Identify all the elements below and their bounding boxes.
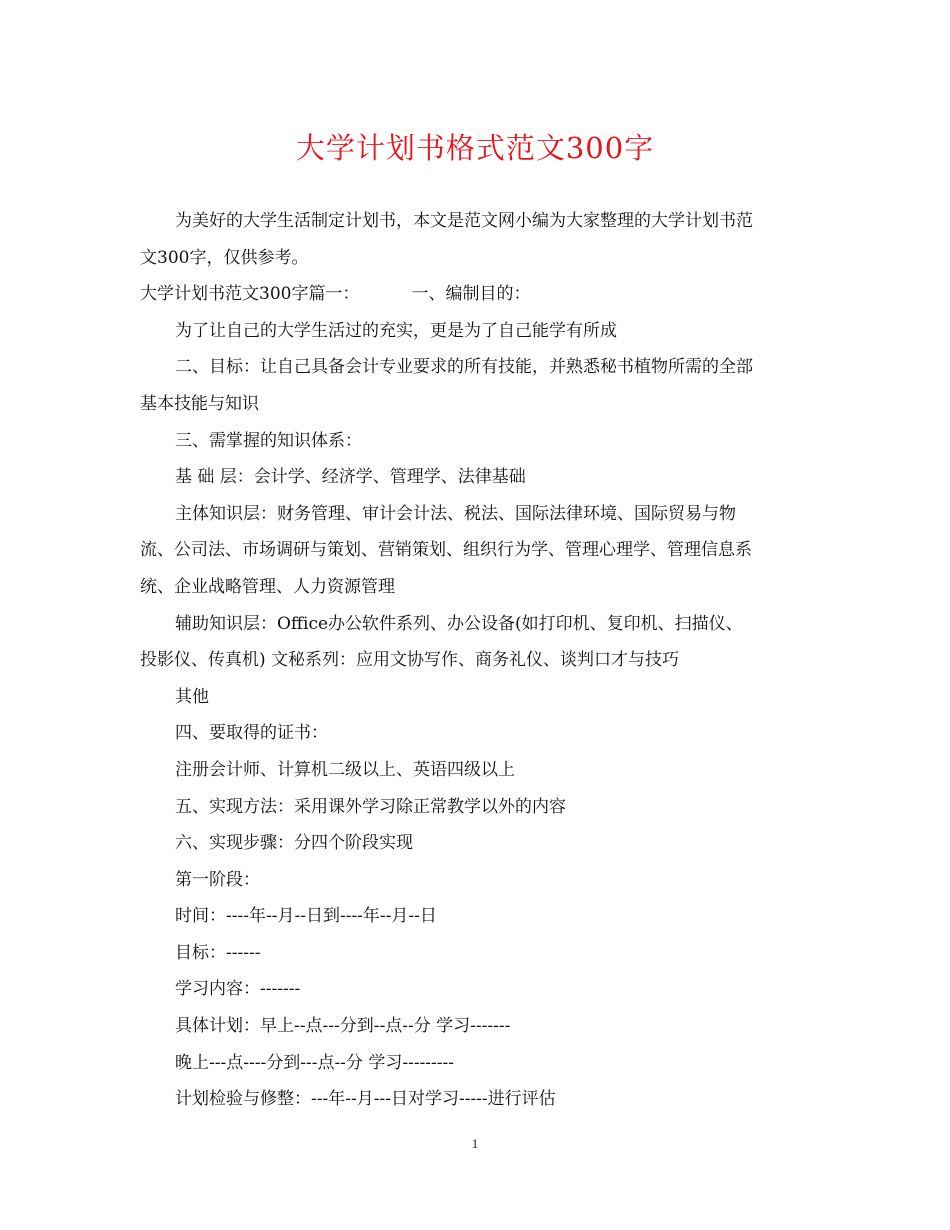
paragraph-line: 基本技能与知识 [140, 393, 259, 414]
paragraph-line: 六、实现步骤：分四个阶段实现 [175, 833, 413, 854]
paragraph-line: 为美好的大学生活制定计划书，本文是范文网小编为大家整理的大学计划书范 [175, 211, 753, 231]
paragraph-line: 其他 [175, 686, 209, 707]
paragraph-line: 流、公司法、市场调研与策划、营销策划、组织行为学、管理心理学、管理信息系 [140, 540, 752, 561]
paragraph-line: 四、要取得的证书： [175, 723, 328, 744]
page-number: 1 [471, 1136, 479, 1151]
document-title: 大学计划书格式范文300字 [295, 131, 655, 165]
paragraph-line: 学习内容：------- [175, 979, 301, 1000]
paragraph-line: 时间：----年--月--日到----年--月--日 [175, 906, 437, 927]
paragraph-line: 具体计划：早上--点---分到--点--分 学习------- [175, 1016, 511, 1037]
paragraph-line: 投影仪、传真机) 文秘系列：应用文协写作、商务礼仪、谈判口才与技巧 [140, 650, 680, 671]
paragraph-line: 主体知识层：财务管理、审计会计法、税法、国际法律环境、国际贸易与物 [175, 503, 736, 524]
paragraph-line: 晚上---点----分到---点--分 学习--------- [175, 1052, 455, 1073]
paragraph-line: 五、实现方法：采用课外学习除正常教学以外的内容 [175, 796, 566, 817]
paragraph-line: 辅助知识层：Office办公软件系列、办公设备(如打印机、复印机、扫描仪、 [175, 613, 743, 634]
paragraph-line: 目标：------ [175, 942, 261, 963]
paragraph-line: 注册会计师、计算机二级以上、英语四级以上 [175, 759, 515, 780]
paragraph-line: 基 础 层：会计学、经济学、管理学、法律基础 [175, 467, 526, 488]
paragraph-line: 为了让自己的大学生活过的充实，更是为了自己能学有所成 [175, 320, 617, 341]
paragraph-line: 计划检验与修整：---年--月---日对学习-----进行评估 [175, 1089, 556, 1110]
paragraph-line: 二、目标：让自己具备会计专业要求的所有技能，并熟悉秘书植物所需的全部 [175, 357, 753, 378]
paragraph-line: 第一阶段： [175, 869, 260, 890]
paragraph-line: 统、企业战略管理、人力资源管理 [140, 576, 395, 597]
paragraph-line [140, 276, 812, 313]
document-body [140, 203, 812, 1118]
section-heading: 大学计划书范文300字篇一： [140, 284, 360, 305]
paragraph-line: 三、需掌握的知识体系： [175, 430, 362, 451]
paragraph-line: 文300字，仅供参考。 [140, 247, 309, 268]
section-heading: 一、编制目的： [411, 284, 531, 305]
